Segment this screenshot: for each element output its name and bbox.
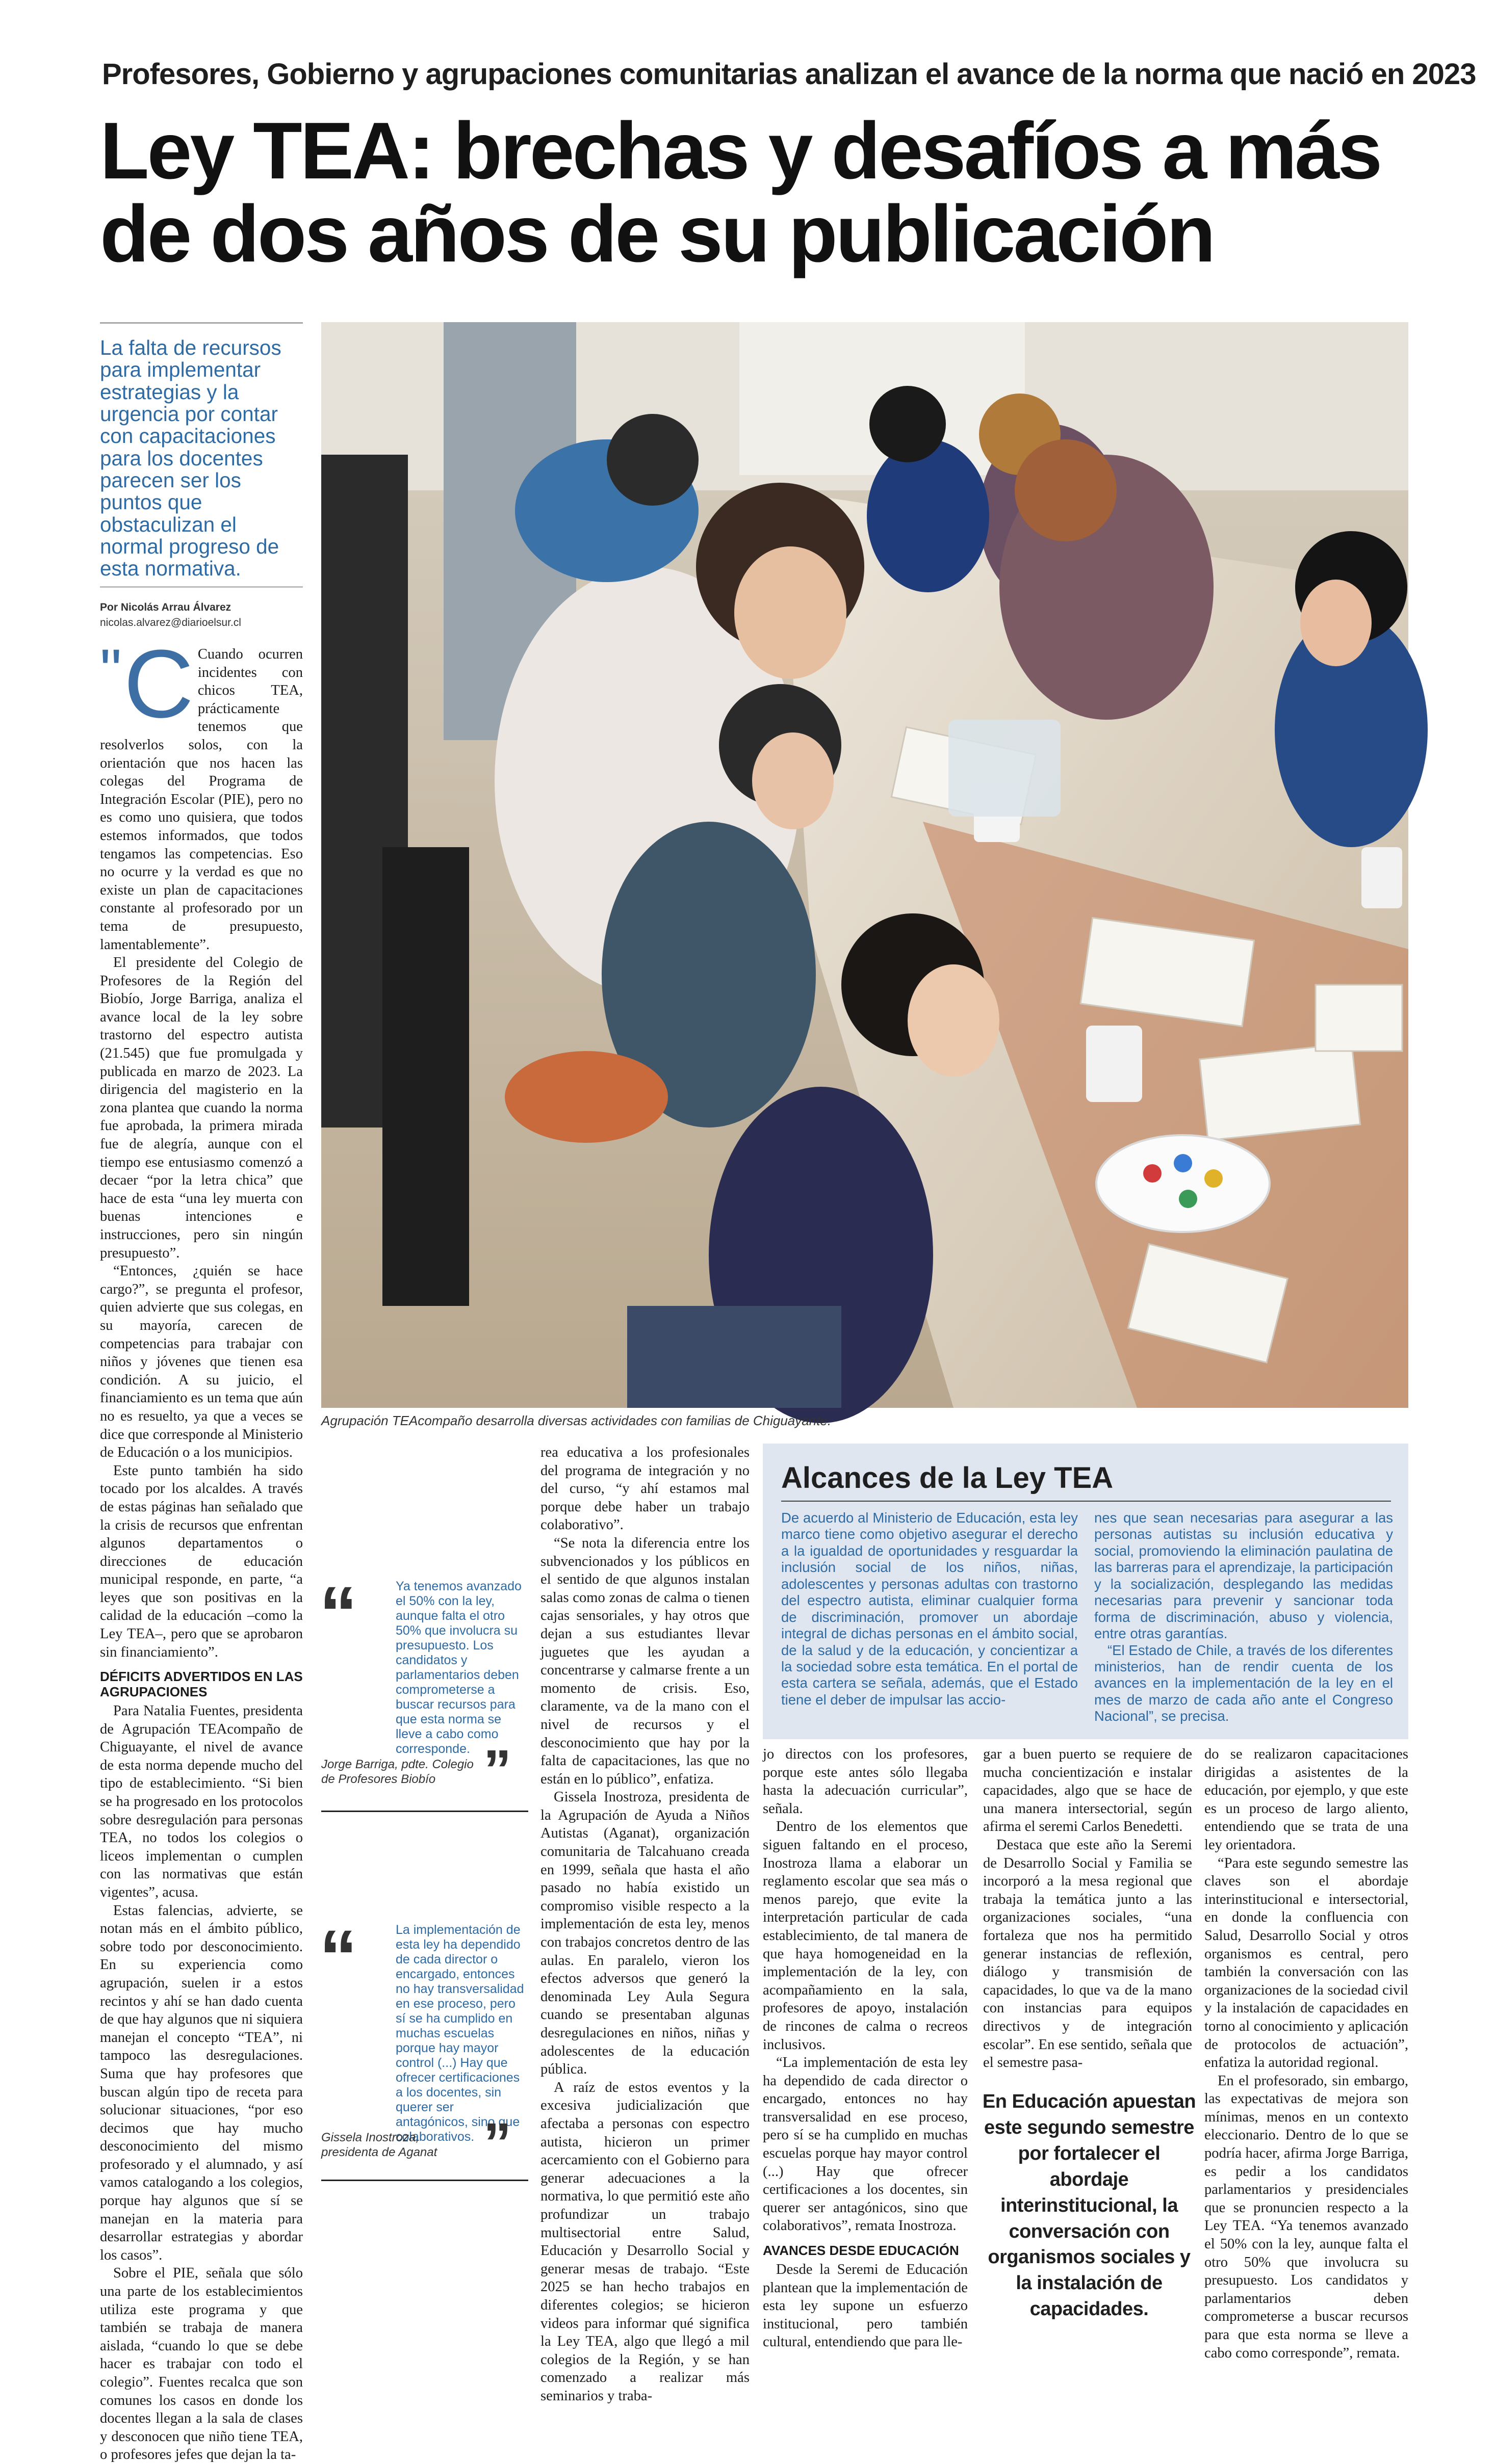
body-paragraph: Cuando ocurren incidentes con chicos TEA, prácticamente tenemos que resolverlos solos, con la orientación que nos hacen las colegas del Programa de Integración Escolar (PIE), pero no es como uno quisiera, que todos estemos informados, que todos tengamos las competencias. Eso no ocurre y la verdad es que no existe un plan de capacitaciones constante al profesorado por un tema de presupuesto, lamentablemente”. [100,646,303,953]
body-paragraph: gar a buen puerto se requiere de mucha concientización e instalar capacidades, algo que se hace de una manera intersectorial, según afirma el seremi Carlos Benedetti. [983,1746,1192,1835]
body-paragraph: Este punto también ha sido tocado por los alcaldes. A través de estas páginas han señalado que la crisis de recursos que enfrentan algunos departamentos o direcciones de educación municipal responde, en parte, “a leyes que son positivas en la calidad de la educación –como la Ley TEA–, pero que se aprobaron sin financiamiento”. [100,1462,303,1660]
body-paragraph: Gissela Inostroza, presidenta de la Agrupación de Ayuda a Niños Autistas (Aganat), organización comunitaria de Talcahuano creada en 1999, señala que hasta el año pasado no había existido un compromiso visible respecto a la implementación de esta ley, menos con trabajos concretos dentro de las aulas. En paralelo, vieron los efectos adversos que generó la denominada Ley Aula Segura cuando se presentaban algunas desregulaciones en niños, niñas y adolescentes de la educación pública. [540,1789,750,2078]
body-paragraph: Estas falencias, advierte, se notan más en el ámbito público, sobre todo por desconocimiento. En su experiencia como agrupación, suelen ir a estos recintos y ahí se han dado cuenta de que hay algunos que ni siquiera manejan el concepto “TEA”, ni tampoco las desregulaciones. Suma que hay profesores que buscan algún tipo de receta para solucionar situaciones, “por eso decimos que hay mucho desconocimiento del mismo profesorado y el alumnado, y así vamos catalogando a los colegios, porque hay algunos que sí se manejan en la materia para desarrollar estrategias y abordar los casos”. [100,1902,303,2263]
pull-quote-1-attribution: Jorge Barriga, pdte. Colegio de Profesores Biobío [321,1758,474,1786]
quote-open-icon: “ [319,1914,357,2000]
section-subheading: DÉFICITS ADVERTIDOS EN LAS AGRUPACIONES [100,1669,303,1700]
info-box-paragraph: nes que sean necesarias para asegurar a las personas autistas su inclusión educativa y social, promoviendo la eliminación paulatina de las barreras para el aprendizaje, la participación y la socialización, desplegando las medidas necesarias para prevenir y sancionar toda forma de discriminación, abuso y violencia, entre otras garantías. [1094,1510,1393,1642]
highlight-pull-quote: En Educación apuestan este segundo semestre por fortalecer el abordaje interinstitucional, la conversación con organismos sociales y la instalación de capacidades. [982,2091,1196,2320]
drop-cap: C [123,630,194,738]
overline-kicker: Profesores, Gobierno y agrupaciones comunitarias analizan el avance de la norma que nació en 2023 [102,58,1476,91]
info-box-rule [781,1501,1391,1502]
byline-author: Por Nicolás Arrau Álvarez [100,601,231,613]
body-paragraph: Dentro de los elementos que siguen faltando en el proceso, Inostroza llama a elaborar un reglamento escolar que sea más o menos parejo, que evite la interpretación particular de cada establecimiento, de tal manera de que haya homogeneidad en la implementación de la ley, con acompañamiento en la sala, profesores de apoyo, instalación de rincones de calma o recreos inclusivos. [763,1819,968,2053]
body-column-5 [1204,1745,1408,2362]
body-column-1 [100,630,303,2464]
headline-line-2: de dos años de su publicación [100,189,1214,279]
body-paragraph: “La implementación de esta ley ha dependido de cada director o encargado, entonces no hay transversalidad en ese proceso, pero sí se ha cumplido en muchas escuelas porque hay mayor control (...) Hay que ofrecer certificaciones a los docentes, sin querer ser antagónicos, sino que colaborativos”, remata Inostroza. [763,2055,968,2234]
section-subheading: AVANCES DESDE EDUCACIÓN [763,2243,959,2259]
body-column-2 [540,1444,750,2405]
divider [321,2180,528,2181]
body-paragraph: Desde la Seremi de Educación plantean que la implementación de esta ley supone un esfuerzo institucional, pero también cultural, entendiendo que para lle- [763,2261,968,2350]
photo-caption: Agrupación TEAcompaño desarrolla diversas actividades con familias de Chiguayante. [321,1413,832,1428]
byline-email: nicolas.alvarez@diarioelsur.cl [100,617,241,629]
quote-close-icon: ” [483,2112,511,2174]
pull-quote-1: Ya tenemos avanzado el 50% con la ley, aunque falta el otro 50% que involucra su presupuesto. Los candidatos y parlamentarios deben comprometerse a buscar recursos para que esta norma se lleve a cabo como corresponde. [396,1579,522,1756]
pull-quote-2: La implementación de esta ley ha dependido de cada director o encargado, entonces no hay transversalidad en ese proceso, pero sí se ha cumplido en muchas escuelas porque hay mayor control (...) Hay que ofrecer certificaciones a los docentes, sin querer ser antagónicos, sino que colaborativos. [396,1923,524,2144]
info-box-paragraph: “El Estado de Chile, a través de los diferentes ministerios, han de rendir cuenta de los avances en la implementación de la ley en el mes de marzo de cada año ante el Congreso Nacional”, se precisa. [1094,1642,1393,1724]
body-column-3 [763,1745,968,2351]
body-paragraph: En el profesorado, sin embargo, las expectativas de mejora son mínimas, menos en un contexto eleccionario. Dentro de lo que se podría hacer, afirma Jorge Barriga, es pedir a los candidatos parlamentarios y presidenciales que se pronuncien respecto a la Ley TEA. “Ya tenemos avanzado el 50% con la ley, aunque falta el otro 50% que involucra su presupuesto. Los candidatos y parlamentarios deben comprometerse a buscar recursos para que esta norma se lleve a cabo como corresponde”, remata. [1204,2073,1408,2361]
body-paragraph: “Para este segundo semestre las claves son el abordaje interinstitucional e intersectorial, en donde la confluencia con Salud, Desarrollo Social y otros organismos es central, pero también la conversación con las organizaciones de la sociedad civil y la instalación de capacidades en torno al conocimiento y aplicación de protocolos de actuación”, enfatiza la autoridad regional. [1204,1855,1408,2071]
opening-quote-mark: " [100,637,122,705]
body-paragraph: do se realizaron capacitaciones dirigidas a asistentes de la educación, por ejemplo, y que este es un proceso de largo aliento, entendiendo que se trata de una ley orientadora. [1204,1746,1408,1853]
body-paragraph: Destaca que este año la Seremi de Desarrollo Social y Familia se incorporó a la mesa regional que trabaja la temática junto a las organizaciones sociales, “una fortaleza que nos ha permitido generar instancias de reflexión, diálogo y transmisión de capacidades, lo que va de la mano con instancias para equipos directivos y de integración escolar”. En ese sentido, señala que el semestre pasa- [983,1837,1192,2071]
body-column-4 [983,1745,1192,2072]
byline [100,586,303,631]
lead-summary: La falta de recursos para implementar estrategias y la urgencia por contar con capacitaciones para los docentes parecen ser los puntos que obstaculizan el normal progreso de esta normativa. [100,322,303,580]
info-box-column-left: De acuerdo al Ministerio de Educación, esta ley marco tiene como objetivo asegurar el derecho a la igualdad de oportunidades y resguardar la inclusión social de los niños, niñas, adolescentes y personas adultas con trastorno del espectro autista, eliminar cualquier forma de discriminación, promover un abordaje integral de dichas personas en el ámbito social, de la salud y de la educación, y concientizar a la sociedad sobre esta temática. En el portal de esta cartera se señala, además, que el Estado tiene el deber de impulsar las accio- [781,1510,1078,1708]
headline-line-1: Ley TEA: brechas y desafíos a más [100,106,1381,196]
body-paragraph: Sobre el PIE, señala que sólo una parte de los establecimientos utiliza este programa y que también se trabaja de manera aislada, “cuando lo que se debe hacer es trabajar con todo el colegio”. Fuentes recalca que son comunes los casos en donde los docentes llegan a la sala de clases y desconocen que niño tiene TEA, o profesores jefes que dejan la ta- [100,2265,303,2463]
quote-open-icon: “ [319,1570,357,1656]
info-box-column-right [1094,1510,1393,1725]
main-photo [321,322,1408,1408]
headline [100,106,1426,279]
info-box-title: Alcances de la Ley TEA [781,1461,1114,1495]
body-paragraph: Para Natalia Fuentes, presidenta de Agrupación TEAcompaño de Chiguayante, el nivel de avance de esta norma depende mucho del tipo de establecimiento. “Si bien se ha progresado en los protocolos sobre desregulación para personas TEA, no todos los colegios o liceos implementan o cumplen con las normativas que están vigentes”, acusa. [100,1703,303,1900]
body-paragraph: rea educativa a los profesionales del programa de integración y no del curso, “y ahí estamos mal porque debe haber un trabajo colaborativo”. [540,1445,750,1533]
body-paragraph: El presidente del Colegio de Profesores de la Región del Biobío, Jorge Barriga, analiza el avance local de la ley sobre trastorno del espectro autista (21.545) que fue promulgada y publicada en marzo de 2023. La dirigencia del magisterio en la zona plantea que cuando la norma fue aprobada, la primera mirada fue de alegría, aunque con el tiempo ese entusiasmo comenzó a decaer “por la letra chica” que hace de esta “una ley muerta con buenas intenciones e instrucciones, pero sin ningún presupuesto”. [100,955,303,1261]
pull-quote-2-attribution: Gissela Inostroza, presidenta de Aganat [321,2131,437,2159]
body-paragraph: “Se nota la diferencia entre los subvencionados y los públicos en el sentido de que algunos instalan salas como zonas de calma o tienen cajas sensoriales, y hay otros que dejan a sus estudiantes llevar juguetes que les ayudan a concentrarse y calmarse frente a un momento de crisis. Eso, claramente, va de la mano con el nivel de recursos y el desconocimiento que hay por la falta de capacitaciones, las que no están en lo público”, enfatiza. [540,1535,750,1787]
body-paragraph: jo directos con los profesores, porque este antes sólo llegaba hasta la adecuación curricular”, señala. [763,1746,968,1817]
divider [321,1811,528,1812]
quote-close-icon: ” [483,1739,511,1801]
body-paragraph: “Entonces, ¿quién se hace cargo?”, se pregunta el profesor, quien advierte que sus colegas, en su mayoría, carecen de competencias para trabajar con niños y jóvenes que tienen esa condición. A su juicio, el financiamiento es un tema que aún no es resuelto, ya que a veces se dice que corresponde al Ministerio de Educación o a los municipios. [100,1263,303,1461]
body-paragraph: A raíz de estos eventos y la excesiva judicialización que afectaba a personas con espectro autista, hicieron un primer acercamiento con el Gobierno para generar adecuaciones a la normativa, lo que permitió este año profundizar un trabajo multisectorial entre Salud, Educación y Desarrollo Social y generar mesas de trabajo. “Este 2025 se han hecho trabajos en diferentes colegios; se hicieron videos para informar qué significa la Ley TEA, algo que llegó a mil colegios de la Región, y se han comenzado a realizar más seminarios y traba- [540,2079,750,2404]
